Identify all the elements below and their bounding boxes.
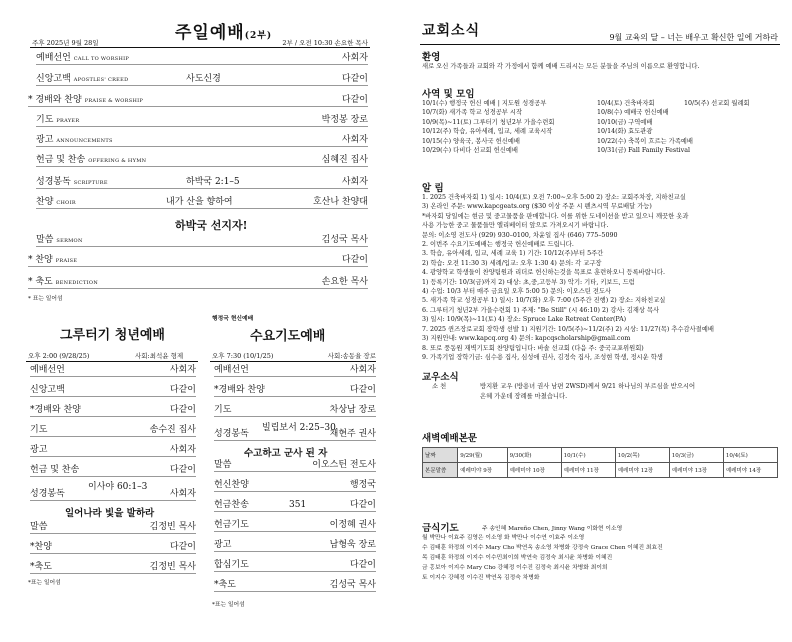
fasting-heading: 금식기도 [422,523,459,534]
order-row: 성경봉독 SCRIPTURE 하박국 2:1–5 사회자 [36,174,368,189]
youth-scripture-ref: 이사야 60:1–3 [88,482,148,492]
order-row: 말씀 김정빈 목사 [30,519,196,534]
order-row: 헌신찬양 행정국 [214,477,376,492]
service-time-leader: 2부 / 오전 10:30 손요한 목사 [282,39,368,47]
prayer-sermon-title: 수고하고 군사 된 자 [244,448,328,459]
prayer-pre-title: 행정국 현신예배 [212,316,254,322]
order-row: 기도 송수진 집사 [30,422,196,437]
order-row: 신앙고백 다같이 [30,382,196,397]
prayer-scripture-ref: 빌립보서 2:25–30 [262,423,336,433]
order-row: *축도 김정빈 목사 [30,559,196,574]
fasting-line: 주 송인혜 Mareño Chen, Jinny Wang 이화현 이소영 [482,526,623,532]
event-row: 10/7(화) 새가족 학교 성경공부 시작 10/8(수) 예배국 헌신예배 [422,109,669,117]
dawn-heading: 새벽예배본문 [422,433,478,444]
order-row: * 찬양 PRAISE 다같이 [28,252,368,267]
order-row: * 축도 BENEDICTION 손요한 목사 [28,274,368,289]
notice-line: 7. 2025 퀸즈장로교회 장학생 선발 1) 지원기간: 10/5(주)~11/2(주) 2) 시상: 11/27(목) 추수감사절예배 [422,325,714,333]
fasting-list [422,533,782,583]
prayer-service-title: 수요기도예배 [250,329,326,344]
order-row: 예배선언 사회자 [30,362,196,377]
events-heading: 사역 및 모임 [422,89,475,100]
main-order-closing [28,232,368,302]
event-row: 10/29(수) 다비다 선교회 헌신예배 10/31(금) Fall Family Festival [422,146,690,154]
bereavement-text: 온혜 가운데 장례를 마쳤습니다. [480,393,568,400]
notice-line: 9. 가족기업 장학기금: 심수용 집사, 심성애 권사, 김정숙 집사, 조성현 학생, 정시운 학생 [422,353,663,361]
notice-line: 2) 학습: 오전 11:30 3) 세례/입교: 오후 1:30 4) 문의: 각 교구장 [422,259,602,267]
notice-line: 1. 2025 건축바자회 1) 일시: 10/4(토) 오전 7:00~오후 5:00 2) 장소: 교회주차장, 지하친교실 [422,194,686,201]
youth-time: 오후 2:00 (9/28/25) [28,352,90,360]
notice-line: 3. 학습, 유아세례, 입교, 세례 교육 1) 기간: 10/12(주)부터 5주간 [422,250,604,258]
order-row: 성경봉독 채현주 권사 [214,426,376,441]
order-row: *경배와 찬양 다같이 [214,382,376,397]
table-row: 날짜 9/29(월) 9/30(화) 10/1(수) 10/2(목) 10/3(금) 10/4(토) [423,448,778,463]
sermon-title: 하박국 선지자! [175,219,248,232]
events-list [422,99,782,155]
table-row: 본문말씀 예레미야 9장 예레미야 10장 예레미야 11장 예레미야 12장 예레미야 13장 예레미야 14장 [423,463,778,478]
main-order-scripture [36,174,368,214]
event-row: 10/15(수) 양육국, 봉사국 헌신예배 10/22(수) 축복이 흐르는 가족예배 [422,137,693,145]
news-subtitle: 9월 교육의 달 – 너는 배우고 확신한 일에 거하라 [609,33,778,42]
order-row: 성경봉독 사회자 [30,486,196,501]
order-row: 광고 ANNOUNCEMENTS 사회자 [36,132,368,147]
notice-line: 사용 가능한 중고 물품들만 엘리베이터 앞으로 가져오시기 바랍니다. [422,222,609,230]
fasting-line: 목 김태훈 하정희 이지수 이수민최이희 박연숙 김정숙 최시윤 차병화 이혜진 [422,555,613,561]
order-row: 기도 PRAYER 박정봉 장로 [36,112,368,127]
fasting-line: 월 박만나 이효주 김영은 이소영 화 박만나 이수연 이효주 이소영 [422,535,585,541]
bereavement-label: 소 천 [432,383,447,390]
order-row: 예배선언 사회자 [214,362,376,377]
notice-line: *바자회 당일에는 현금 및 중고물품을 판매합니다. 이를 위한 도네이션을 받고 있으니 깨끗한 옷과 [422,212,689,220]
order-row: 예배선언 CALL TO WORSHIP 사회자 [36,50,368,65]
notice-line: 6. 그루터기 청년2부 가을수련회 1) 주제: "Be Still" (시 46:10) 2) 강사: 김재상 목사 [422,306,660,314]
dawn-schedule-table [422,447,778,478]
standing-note: * 표는 일어섬 [28,296,63,302]
standing-note: *표는 일어섬 [28,580,61,586]
order-row: 헌금 및 찬송 다같이 [30,462,196,477]
order-row: 헌금기도 이정혜 권사 [214,517,376,532]
notice-line: 2. 이번주 수요기도예배는 행정국 헌신예배로 드립니다. [422,241,574,249]
event-row: 10/9(목)~11(토) 그루터기 청년2부 가을수련회 10/10(금) 구역예배 [422,118,653,126]
welcome-heading: 환영 [422,52,441,63]
standing-note: *표는 일어섬 [212,602,245,608]
notice-line: 8. 또로 풍동원 재벽기도회 찬양팀입니다: 바솔 선교회 (다음 주: 중국교포위원회) [422,344,644,352]
youth-service-title: 그루터기 청년예배 [60,328,165,343]
notices-heading: 알 림 [422,183,444,194]
order-row: *축도 김성국 목사 [214,577,376,592]
welcome-text: 새로 오신 가족들과 교회와 각 가정에서 함께 예배 드리시는 모든 분들을 주님의 이름으로 환영합니다. [422,63,700,70]
order-row: *찬양 다같이 [30,539,196,554]
order-row: 기도 차상남 장로 [214,402,376,417]
service-date: 주후 2025년 9월 28일 [32,39,99,47]
notice-line: 4) 수업: 10/3 부터 매주 금요일 오후 5:00 5) 문의: 이오스틴 전도사 [422,288,612,296]
bereavement-text: 방지환 교우 (방용녀 권사 남편 2WSD)께서 9/21 하나님의 부르심을 받으시어 [480,383,696,390]
main-service-title: 주일예배(2부) [175,23,273,43]
order-row: 찬양 CHOIR 내가 산을 향하여 호산나 찬양대 [36,194,368,209]
main-order-of-worship [28,50,368,190]
prayer-time: 오후 7:30 (10/1/25) [212,352,274,360]
order-row: 말씀 SERMON 김성국 목사 [36,232,368,247]
notice-line: 3) 지원안내: www.kapcq.org 4) 문의: kapcqscholarship@gmail.com [422,335,631,343]
prayer-order [214,362,376,602]
bereavement-heading: 교우소식 [422,372,459,383]
notice-line: 1) 등록기간: 10/3(금)까지 2) 대상: 초,중,고등부 3) 악기: 기타, 키보드, 드럼 [422,278,635,286]
order-row: 말씀 이오스틴 전도사 [214,457,376,472]
order-row: 광고 남형욱 장로 [214,537,376,552]
event-row: 10/1(수) 행정국 헌신 예배 | 지도원 성경공부 10/4(토) 건축바자회 10/5(주) 선교회 월례회 [422,100,750,107]
notice-line: 4. 광양학교 학생들이 찬양팀원과 리더로 헌신하는것을 목표로 훈련하오니 등록바랍니다. [422,269,666,277]
divider [30,47,370,48]
order-row: 신앙고백 APOSTLES' CREED 사도신경 다같이 [36,71,368,86]
youth-sermon-title: 일어나라 빛을 발하라 [65,508,155,519]
bulletin-right-page [398,0,792,612]
youth-order [30,362,196,642]
prayer-leader: 사회:송동율 장로 [327,352,376,360]
order-row: 헌금 및 찬송 OFFERING & HYMN 심혜진 집사 [36,152,368,167]
youth-leader: 사회:최석윤 형제 [135,352,184,360]
event-row: 10/12(주) 학습, 유아세례, 입교, 세례 교육시작 10/14(화) 효도관광 [422,128,653,136]
notice-line: 3) 온라인 주문: www.kapcgeats.org ($30 이상 주문 시 펜츠시역 무료배달 가능) [422,203,652,211]
news-title: 교회소식 [422,23,481,39]
order-row: 광고 사회자 [30,442,196,457]
order-row: *경배와 찬양 다같이 [30,402,196,417]
order-row: 헌금찬송 351 다같이 [214,497,376,512]
order-row: * 경배와 찬양 PRAISE & WORSHIP 다같이 [28,92,368,107]
notices-list [422,193,782,362]
notice-line: 문의: 이소영 전도사 (929) 930–0100, 차윤일 집사 (646) 775–5090 [422,231,618,239]
order-row: 합심기도 다같이 [214,557,376,572]
fasting-line: 토 이지수 강혜정 이수진 박연옥 김정숙 차병화 [422,575,540,581]
divider [420,44,780,45]
fasting-line: 수 김태훈 하정희 이지수 Mary Cho 박연옥 송소영 차병화 강정숙 Grace Chen 이혜진 최효진 [422,545,663,551]
bulletin-left-page [0,0,396,612]
notice-line: 5. 새가족 학교 성경공부 1) 일시: 10/7(화) 오후 7:00 (5주간 진행) 2) 장소: 지하친교실 [422,297,666,305]
notice-line: 3) 일시: 10/9(목)~11(토) 4) 장소: Spruce Lake Retreat Center(PA) [422,316,627,324]
fasting-line: 금 홍보아 이지수 Mary Cho 강혜정 이수진 김정숙 최시윤 차병화 최이희 [422,565,608,571]
